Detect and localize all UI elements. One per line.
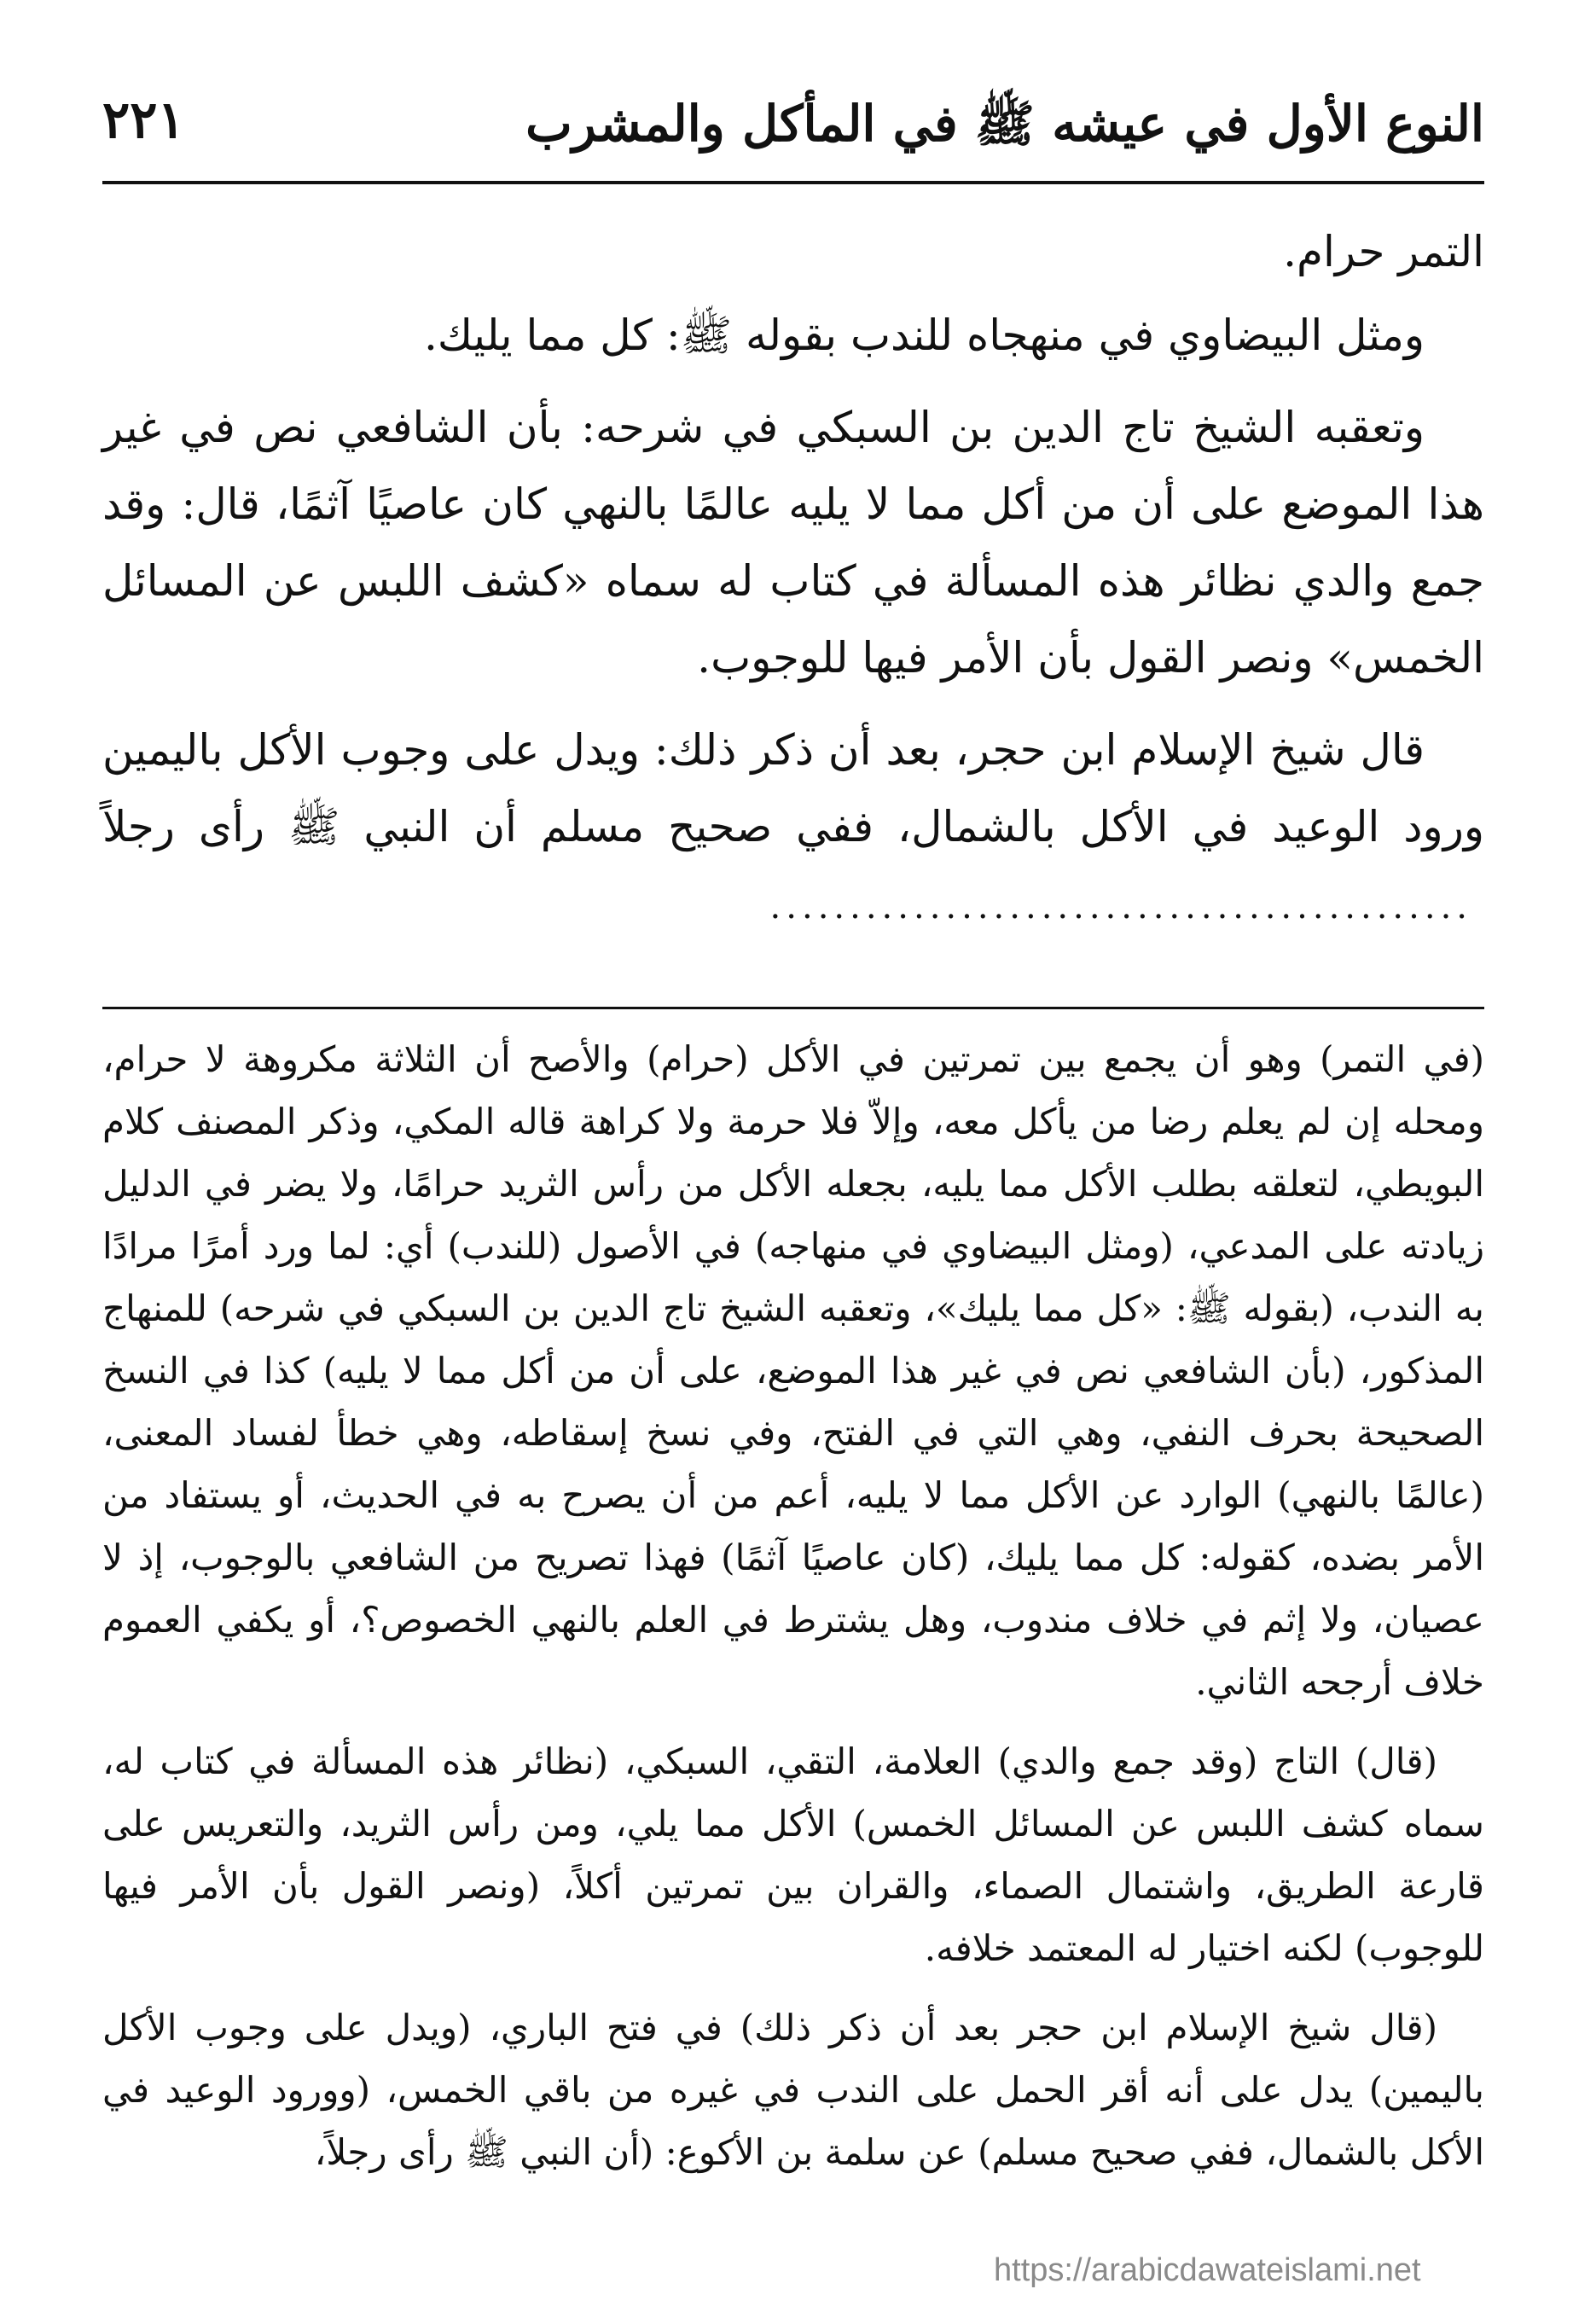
main-paragraph-2: ومثل البيضاوي في منهجاه للندب بقوله ﷺ: كل مما يليك. (424, 311, 1425, 360)
main-paragraph-1: التمر حرام. (1283, 227, 1484, 276)
watermark-url: https://arabicdawateislami.net (994, 2252, 1421, 2288)
book-page (102, 85, 1484, 2269)
main-paragraph-3: وتعقبه الشيخ تاج الدين بن السبكي في شرحه: بأن الشافعي نص في غير هذا الموضع على أن من أكل مما لا يليه عالمًا بالنهي كان عاصيًا آثمًا، قال: وقد جمع والدي نظائر هذه المسألة في كتاب له سماه «كشف اللبس عن المسائل الخمس» ونصر القول بأن الأمر فيها للوجوب. (102, 403, 1484, 683)
commentary-paragraph-2: (قال) التاج (وقد جمع والدي) العلامة، التقي، السبكي، (نظائر هذه المسألة في كتاب له، سماه كشف اللبس عن المسائل الخمس) الأكل مما يلي، ومن رأس الثريد، والتعريس على قارعة الطريق، واشتمال الصماء، والقران بين تمرتين أكلاً، (ونصر القول بأن الأمر فيها للوجوب) لكنه اختيار له المعتمد خلافه. (102, 1740, 1484, 1969)
main-paragraph-4-text: قال شيخ الإسلام ابن حجر، بعد أن ذكر ذلك: ويدل على وجوب الأكل باليمين ورود الوعيد في الأكل بالشمال، ففي صحيح مسلم أن النبي ﷺ رأى رجلاً (102, 725, 1484, 851)
page-number: ٢٢١ (102, 90, 185, 150)
commentary-separator (102, 1007, 1484, 1009)
header-rule (102, 181, 1484, 184)
continuation-dots: ............................................ (769, 887, 1472, 927)
running-header (102, 85, 1484, 179)
chapter-title: النوع الأول في عيشه ﷺ في المأكل والمشرب (525, 95, 1484, 153)
commentary-paragraph-1: (في التمر) وهو أن يجمع بين تمرتين في الأكل (حرام) والأصح أن الثلاثة مكروهة لا حرام، ومحله إن لم يعلم رضا من يأكل معه، وإلاّ فلا حرمة ولا كراهة قاله المكي، وذكر المصنف كلام البويطي، لتعلقه بطلب الأكل مما يليه، بجعله الأكل من رأس الثريد حرامًا، ولا يضر في الدليل زيادته على المدعي، (ومثل البيضاوي في منهاجه) في الأصول (للندب) أي: لما ورد أمرًا مرادًا به الندب، (بقوله ﷺ: «كل مما يليك»، وتعقبه الشيخ تاج الدين بن السبكي في شرحه) للمنهاج المذكور، (بأن الشافعي نص في غير هذا الموضع، على أن من أكل مما لا يليه) كذا في النسخ الصحيحة بحرف النفي، وهي التي في الفتح، وفي نسخ إسقاطه، وهي خطأ لفساد المعنى، (عالمًا بالنهي) الوارد عن الأكل مما لا يليه، أعم من أن يصرح به في الحديث، أو يستفاد من الأمر بضده، كقوله: كل مما يليك، (كان عاصيًا آثمًا) فهذا تصريح من الشافعي بالوجوب، إذ لا عصيان، ولا إثم في خلاف مندوب، وهل يشترط في العلم بالنهي الخصوص؟، أو يكفي العموم خلاف أرجحه الثاني. (102, 1038, 1484, 1703)
commentary-paragraph-3: (قال شيخ الإسلام ابن حجر بعد أن ذكر ذلك) في فتح الباري، (ويدل على وجوب الأكل باليمين) يدل على أنه أقر الحمل على الندب في غيره من باقي الخمس، (وورود الوعيد في الأكل بالشمال، ففي صحيح مسلم) عن سلمة بن الأكوع: (أن النبي ﷺ رأى رجلاً، (102, 2007, 1484, 2173)
commentary (102, 1028, 1484, 2200)
main-paragraph-4 (102, 712, 1484, 945)
main-text (102, 213, 1484, 961)
